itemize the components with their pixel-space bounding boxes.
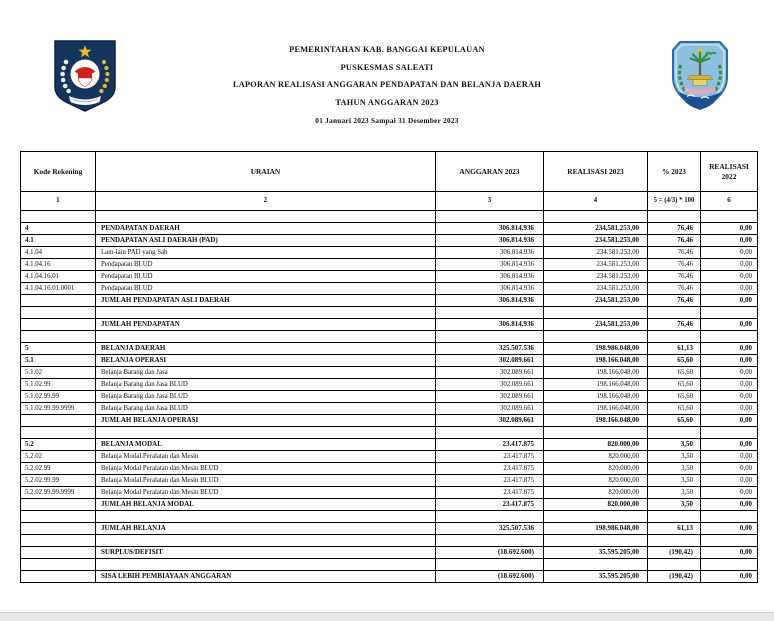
col-number-4: 4: [544, 192, 648, 211]
realisasi-2022-cell: 0,00: [701, 271, 758, 283]
uraian-cell: BELANJA OPERASI: [96, 355, 436, 367]
kode-rekening-cell: 4.1: [21, 235, 96, 247]
kode-rekening-cell: 4.1.04: [21, 247, 96, 259]
spacer-row: [21, 559, 758, 571]
uraian-cell: PENDAPATAN ASLI DAERAH (PAD): [96, 235, 436, 247]
realisasi-2022-cell: 0,00: [701, 487, 758, 499]
col-number-3: 3: [436, 192, 544, 211]
realisasi-2023-cell: [544, 331, 648, 343]
anggaran-2023-cell: [436, 559, 544, 571]
kode-rekening-cell: [21, 571, 96, 583]
uraian-cell: BELANJA MODAL: [96, 439, 436, 451]
kode-rekening-cell: 4.1.04.16.01: [21, 271, 96, 283]
uraian-cell: Belanja Modal Peralatan dan Mesin BLUD: [96, 487, 436, 499]
realisasi-2023-cell: [544, 559, 648, 571]
realisasi-2022-cell: 0,00: [701, 403, 758, 415]
realisasi-2023-cell: 234.581.253,00: [544, 223, 648, 235]
anggaran-2023-cell: 23.417.875: [436, 475, 544, 487]
pct-2023-cell: 3,50: [648, 475, 701, 487]
pct-2023-cell: (190,42): [648, 571, 701, 583]
anggaran-2023-cell: 325.507.536: [436, 523, 544, 535]
report-title: LAPORAN REALISASI ANGGARAN PENDAPATAN DAN BELANJA DAERAH: [232, 80, 542, 90]
uraian-cell: JUMLAH BELANJA OPERASI: [96, 415, 436, 427]
table-row: [21, 475, 758, 487]
uraian-cell: [96, 307, 436, 319]
pct-2023-cell: 76,46: [648, 283, 701, 295]
kode-rekening-cell: [21, 499, 96, 511]
pct-2023-cell: 3,50: [648, 487, 701, 499]
anggaran-2023-cell: 302.089.661: [436, 367, 544, 379]
realisasi-2022-cell: 0,00: [701, 463, 758, 475]
pct-2023-cell: 76,46: [648, 271, 701, 283]
uraian-cell: [96, 427, 436, 439]
uraian-cell: JUMLAH PENDAPATAN ASLI DAERAH: [96, 295, 436, 307]
kode-rekening-cell: 5.2: [21, 439, 96, 451]
anggaran-2023-cell: 306.814.936: [436, 223, 544, 235]
table-body: [21, 211, 758, 583]
pct-2023-cell: 76,46: [648, 319, 701, 331]
realisasi-2023-cell: 820.000,00: [544, 451, 648, 463]
anggaran-2023-cell: 302.089.661: [436, 355, 544, 367]
anggaran-2023-cell: 302.089.661: [436, 379, 544, 391]
table-row: [21, 379, 758, 391]
realisasi-2022-cell: 0,00: [701, 259, 758, 271]
realisasi-2023-cell: 198.166.048,00: [544, 355, 648, 367]
uraian-cell: Belanja Barang dan Jasa BLUD: [96, 391, 436, 403]
realisasi-2022-cell: [701, 427, 758, 439]
realisasi-2022-cell: 0,00: [701, 415, 758, 427]
table-row: [21, 223, 758, 235]
realisasi-2022-cell: [701, 211, 758, 223]
kode-rekening-cell: 5.1.02.99: [21, 379, 96, 391]
col-header-realisasi-2022: REALISASI 2022: [701, 152, 758, 192]
realisasi-2023-cell: 234.581.253,00: [544, 271, 648, 283]
realisasi-2022-cell: 0,00: [701, 295, 758, 307]
anggaran-2023-cell: [436, 427, 544, 439]
realisasi-2022-cell: [701, 511, 758, 523]
anggaran-2023-cell: 23.417.875: [436, 487, 544, 499]
realisasi-2022-cell: 0,00: [701, 343, 758, 355]
pct-2023-cell: 61,13: [648, 523, 701, 535]
col-number-5: 5 = (4/3) * 100: [648, 192, 701, 211]
table-row: [21, 451, 758, 463]
uraian-cell: PENDAPATAN DAERAH: [96, 223, 436, 235]
table-row: [21, 355, 758, 367]
table-row: [21, 271, 758, 283]
pct-2023-cell: 65,60: [648, 415, 701, 427]
realisasi-2022-cell: 0,00: [701, 451, 758, 463]
anggaran-2023-cell: 302.089.661: [436, 403, 544, 415]
pct-2023-cell: [648, 331, 701, 343]
anggaran-2023-cell: 306.814.936: [436, 235, 544, 247]
realisasi-2023-cell: 820.000,00: [544, 487, 648, 499]
kode-rekening-cell: 5.1.02.99.99.9999: [21, 403, 96, 415]
pct-2023-cell: 3,50: [648, 439, 701, 451]
uraian-cell: Belanja Barang dan Jasa: [96, 367, 436, 379]
realisasi-2022-cell: 0,00: [701, 235, 758, 247]
table-row: [21, 259, 758, 271]
anggaran-2023-cell: [436, 331, 544, 343]
realisasi-2023-cell: 35.595.205,00: [544, 571, 648, 583]
anggaran-2023-cell: 325.507.536: [436, 343, 544, 355]
realisasi-2023-cell: 198.166.048,00: [544, 379, 648, 391]
table-row: [21, 247, 758, 259]
uraian-cell: Pendapatan BLUD: [96, 259, 436, 271]
realisasi-2022-cell: 0,00: [701, 355, 758, 367]
pct-2023-cell: 65,60: [648, 391, 701, 403]
kode-rekening-cell: 4.1.04.16.01.0001: [21, 283, 96, 295]
kode-rekening-cell: 5.2.02.99.99.9999: [21, 487, 96, 499]
pct-2023-cell: 3,50: [648, 463, 701, 475]
uraian-cell: [96, 511, 436, 523]
anggaran-2023-cell: 23.417.875: [436, 439, 544, 451]
realisasi-2023-cell: [544, 307, 648, 319]
kode-rekening-cell: 5.2.02: [21, 451, 96, 463]
uraian-cell: [96, 331, 436, 343]
kode-rekening-cell: 5: [21, 343, 96, 355]
anggaran-2023-cell: 306.814.936: [436, 259, 544, 271]
kode-rekening-cell: 5.1: [21, 355, 96, 367]
table-row: [21, 367, 758, 379]
uraian-cell: Belanja Modal Peralatan dan Mesin BLUD: [96, 463, 436, 475]
col-number-1: 1: [21, 192, 96, 211]
kode-rekening-cell: [21, 415, 96, 427]
uraian-cell: Lain-lain PAD yang Sah: [96, 247, 436, 259]
kode-rekening-cell: [21, 211, 96, 223]
realisasi-2023-cell: [544, 211, 648, 223]
table-row: [21, 319, 758, 331]
kode-rekening-cell: 4.1.04.16: [21, 259, 96, 271]
anggaran-2023-cell: 306.814.936: [436, 247, 544, 259]
realisasi-2023-cell: 35.595.205,00: [544, 547, 648, 559]
realisasi-2023-cell: 820.000,00: [544, 463, 648, 475]
kode-rekening-cell: 5.2.02.99.99: [21, 475, 96, 487]
realisasi-2023-cell: 234.581.253,00: [544, 283, 648, 295]
kode-rekening-cell: [21, 319, 96, 331]
pct-2023-cell: 65,60: [648, 355, 701, 367]
kode-rekening-cell: 4: [21, 223, 96, 235]
uraian-cell: SISA LEBIH PEMBIAYAAN ANGGARAN: [96, 571, 436, 583]
anggaran-2023-cell: 306.814.936: [436, 295, 544, 307]
realisasi-2023-cell: [544, 511, 648, 523]
col-header-pct-2023: % 2023: [648, 152, 701, 192]
uraian-cell: Belanja Barang dan Jasa BLUD: [96, 403, 436, 415]
realisasi-2022-cell: 0,00: [701, 367, 758, 379]
anggaran-2023-cell: 23.417.875: [436, 451, 544, 463]
uraian-cell: Belanja Modal Peralatan dan Mesin BLUD: [96, 475, 436, 487]
realisasi-2023-cell: 820.000,00: [544, 439, 648, 451]
anggaran-2023-cell: (18.692.600): [436, 547, 544, 559]
col-header-kode-rekening: Kode Rekening: [21, 152, 96, 192]
realisasi-2023-cell: 234.581.253,00: [544, 247, 648, 259]
table-row: [21, 499, 758, 511]
col-header-realisasi-2023: REALISASI 2023: [544, 152, 648, 192]
table-header: [21, 152, 758, 211]
realisasi-2023-cell: 198.166.048,00: [544, 367, 648, 379]
pct-2023-cell: 76,46: [648, 247, 701, 259]
realisasi-2022-cell: 0,00: [701, 391, 758, 403]
kode-rekening-cell: [21, 523, 96, 535]
kode-rekening-cell: 5.2.02.99: [21, 463, 96, 475]
realisasi-2022-cell: 0,00: [701, 283, 758, 295]
kode-rekening-cell: [21, 295, 96, 307]
realisasi-2022-cell: 0,00: [701, 499, 758, 511]
table-row: [21, 439, 758, 451]
uraian-cell: Belanja Barang dan Jasa BLUD: [96, 379, 436, 391]
period-range: 01 Januari 2023 Sampai 31 Desember 2023: [315, 115, 459, 125]
anggaran-2023-cell: 306.814.936: [436, 271, 544, 283]
anggaran-2023-cell: 306.814.936: [436, 283, 544, 295]
realisasi-2023-cell: 198.986.048,00: [544, 343, 648, 355]
realisasi-2022-cell: [701, 535, 758, 547]
table-row: [21, 235, 758, 247]
realisasi-2022-cell: [701, 331, 758, 343]
anggaran-2023-cell: 302.089.661: [436, 391, 544, 403]
budget-realization-table: [20, 151, 758, 583]
uraian-cell: Pendapatan BLUD: [96, 271, 436, 283]
realisasi-2023-cell: 234.581.253,00: [544, 319, 648, 331]
anggaran-2023-cell: (18.692.600): [436, 571, 544, 583]
realisasi-2023-cell: 234.581.253,00: [544, 235, 648, 247]
anggaran-2023-cell: 302.089.661: [436, 415, 544, 427]
realisasi-2022-cell: 0,00: [701, 247, 758, 259]
col-header-uraian: URAIAN: [96, 152, 436, 192]
kode-rekening-cell: [21, 559, 96, 571]
fiscal-year-title: TAHUN ANGGARAN 2023: [335, 98, 439, 108]
realisasi-2023-cell: 820.000,00: [544, 475, 648, 487]
government-name: PEMERINTAHAN KAB. BANGGAI KEPULAUAN: [289, 45, 485, 54]
table-row: [21, 463, 758, 475]
uraian-cell: JUMLAH BELANJA: [96, 523, 436, 535]
realisasi-2022-cell: 0,00: [701, 319, 758, 331]
table-row: [21, 295, 758, 307]
pct-2023-cell: 76,46: [648, 295, 701, 307]
realisasi-2023-cell: 198.166.048,00: [544, 415, 648, 427]
col-number-2: 2: [96, 192, 436, 211]
kode-rekening-cell: [21, 331, 96, 343]
kode-rekening-cell: 5.1.02.99.99: [21, 391, 96, 403]
anggaran-2023-cell: 306.814.936: [436, 319, 544, 331]
column-header-row: [21, 152, 758, 192]
pct-2023-cell: 76,46: [648, 235, 701, 247]
realisasi-2022-cell: [701, 307, 758, 319]
table-row: [21, 547, 758, 559]
uraian-cell: SURPLUS/DEFISIT: [96, 547, 436, 559]
realisasi-2022-cell: 0,00: [701, 439, 758, 451]
pct-2023-cell: (190,42): [648, 547, 701, 559]
table-row: [21, 571, 758, 583]
anggaran-2023-cell: [436, 535, 544, 547]
uraian-cell: [96, 559, 436, 571]
pct-2023-cell: 65,60: [648, 379, 701, 391]
realisasi-2022-cell: 0,00: [701, 223, 758, 235]
table-row: [21, 403, 758, 415]
table-row: [21, 343, 758, 355]
uraian-cell: JUMLAH PENDAPATAN: [96, 319, 436, 331]
pct-2023-cell: 76,46: [648, 259, 701, 271]
realisasi-2022-cell: 0,00: [701, 547, 758, 559]
anggaran-2023-cell: 23.417.875: [436, 463, 544, 475]
table-row: [21, 283, 758, 295]
realisasi-2022-cell: 0,00: [701, 475, 758, 487]
kode-rekening-cell: [21, 535, 96, 547]
spacer-row: [21, 307, 758, 319]
uraian-cell: [96, 211, 436, 223]
uraian-cell: BELANJA DAERAH: [96, 343, 436, 355]
spacer-row: [21, 427, 758, 439]
pct-2023-cell: 3,50: [648, 451, 701, 463]
pct-2023-cell: [648, 307, 701, 319]
spacer-row: [21, 535, 758, 547]
realisasi-2022-cell: 0,00: [701, 523, 758, 535]
pct-2023-cell: [648, 511, 701, 523]
table-row: [21, 487, 758, 499]
spacer-row: [21, 331, 758, 343]
kode-rekening-cell: 5.1.02: [21, 367, 96, 379]
kode-rekening-cell: [21, 427, 96, 439]
realisasi-2023-cell: 198.166.048,00: [544, 391, 648, 403]
page-bottom-edge: [0, 612, 774, 621]
realisasi-2023-cell: 198.986.048,00: [544, 523, 648, 535]
pct-2023-cell: 61,13: [648, 343, 701, 355]
realisasi-2023-cell: 234.581.253,00: [544, 295, 648, 307]
spacer-row: [21, 211, 758, 223]
uraian-cell: JUMLAH BELANJA MODAL: [96, 499, 436, 511]
pct-2023-cell: 65,60: [648, 403, 701, 415]
uraian-cell: Pendapatan BLUD: [96, 283, 436, 295]
col-number-6: 6: [701, 192, 758, 211]
realisasi-2023-cell: 820.000,00: [544, 499, 648, 511]
uraian-cell: Belanja Modal Peralatan dan Mesin: [96, 451, 436, 463]
pct-2023-cell: [648, 211, 701, 223]
uraian-cell: [96, 535, 436, 547]
realisasi-2023-cell: [544, 535, 648, 547]
report-title-block: [0, 41, 774, 130]
realisasi-2023-cell: 234.581.253,00: [544, 259, 648, 271]
anggaran-2023-cell: 23.417.875: [436, 499, 544, 511]
anggaran-2023-cell: [436, 511, 544, 523]
pct-2023-cell: 76,46: [648, 223, 701, 235]
anggaran-2023-cell: [436, 211, 544, 223]
unit-name: PUSKESMAS SALEATI: [340, 62, 434, 72]
pct-2023-cell: 3,50: [648, 499, 701, 511]
pct-2023-cell: [648, 427, 701, 439]
realisasi-2022-cell: 0,00: [701, 571, 758, 583]
pct-2023-cell: 65,60: [648, 367, 701, 379]
realisasi-2022-cell: 0,00: [701, 379, 758, 391]
table-row: [21, 391, 758, 403]
realisasi-2022-cell: [701, 559, 758, 571]
realisasi-2023-cell: [544, 427, 648, 439]
col-header-anggaran-2023: ANGGARAN 2023: [436, 152, 544, 192]
kode-rekening-cell: [21, 547, 96, 559]
spacer-row: [21, 511, 758, 523]
column-number-row: [21, 192, 758, 211]
kode-rekening-cell: [21, 307, 96, 319]
realisasi-2023-cell: 198.166.048,00: [544, 403, 648, 415]
anggaran-2023-cell: [436, 307, 544, 319]
table-row: [21, 415, 758, 427]
pct-2023-cell: [648, 535, 701, 547]
kode-rekening-cell: [21, 511, 96, 523]
table-row: [21, 523, 758, 535]
pct-2023-cell: [648, 559, 701, 571]
